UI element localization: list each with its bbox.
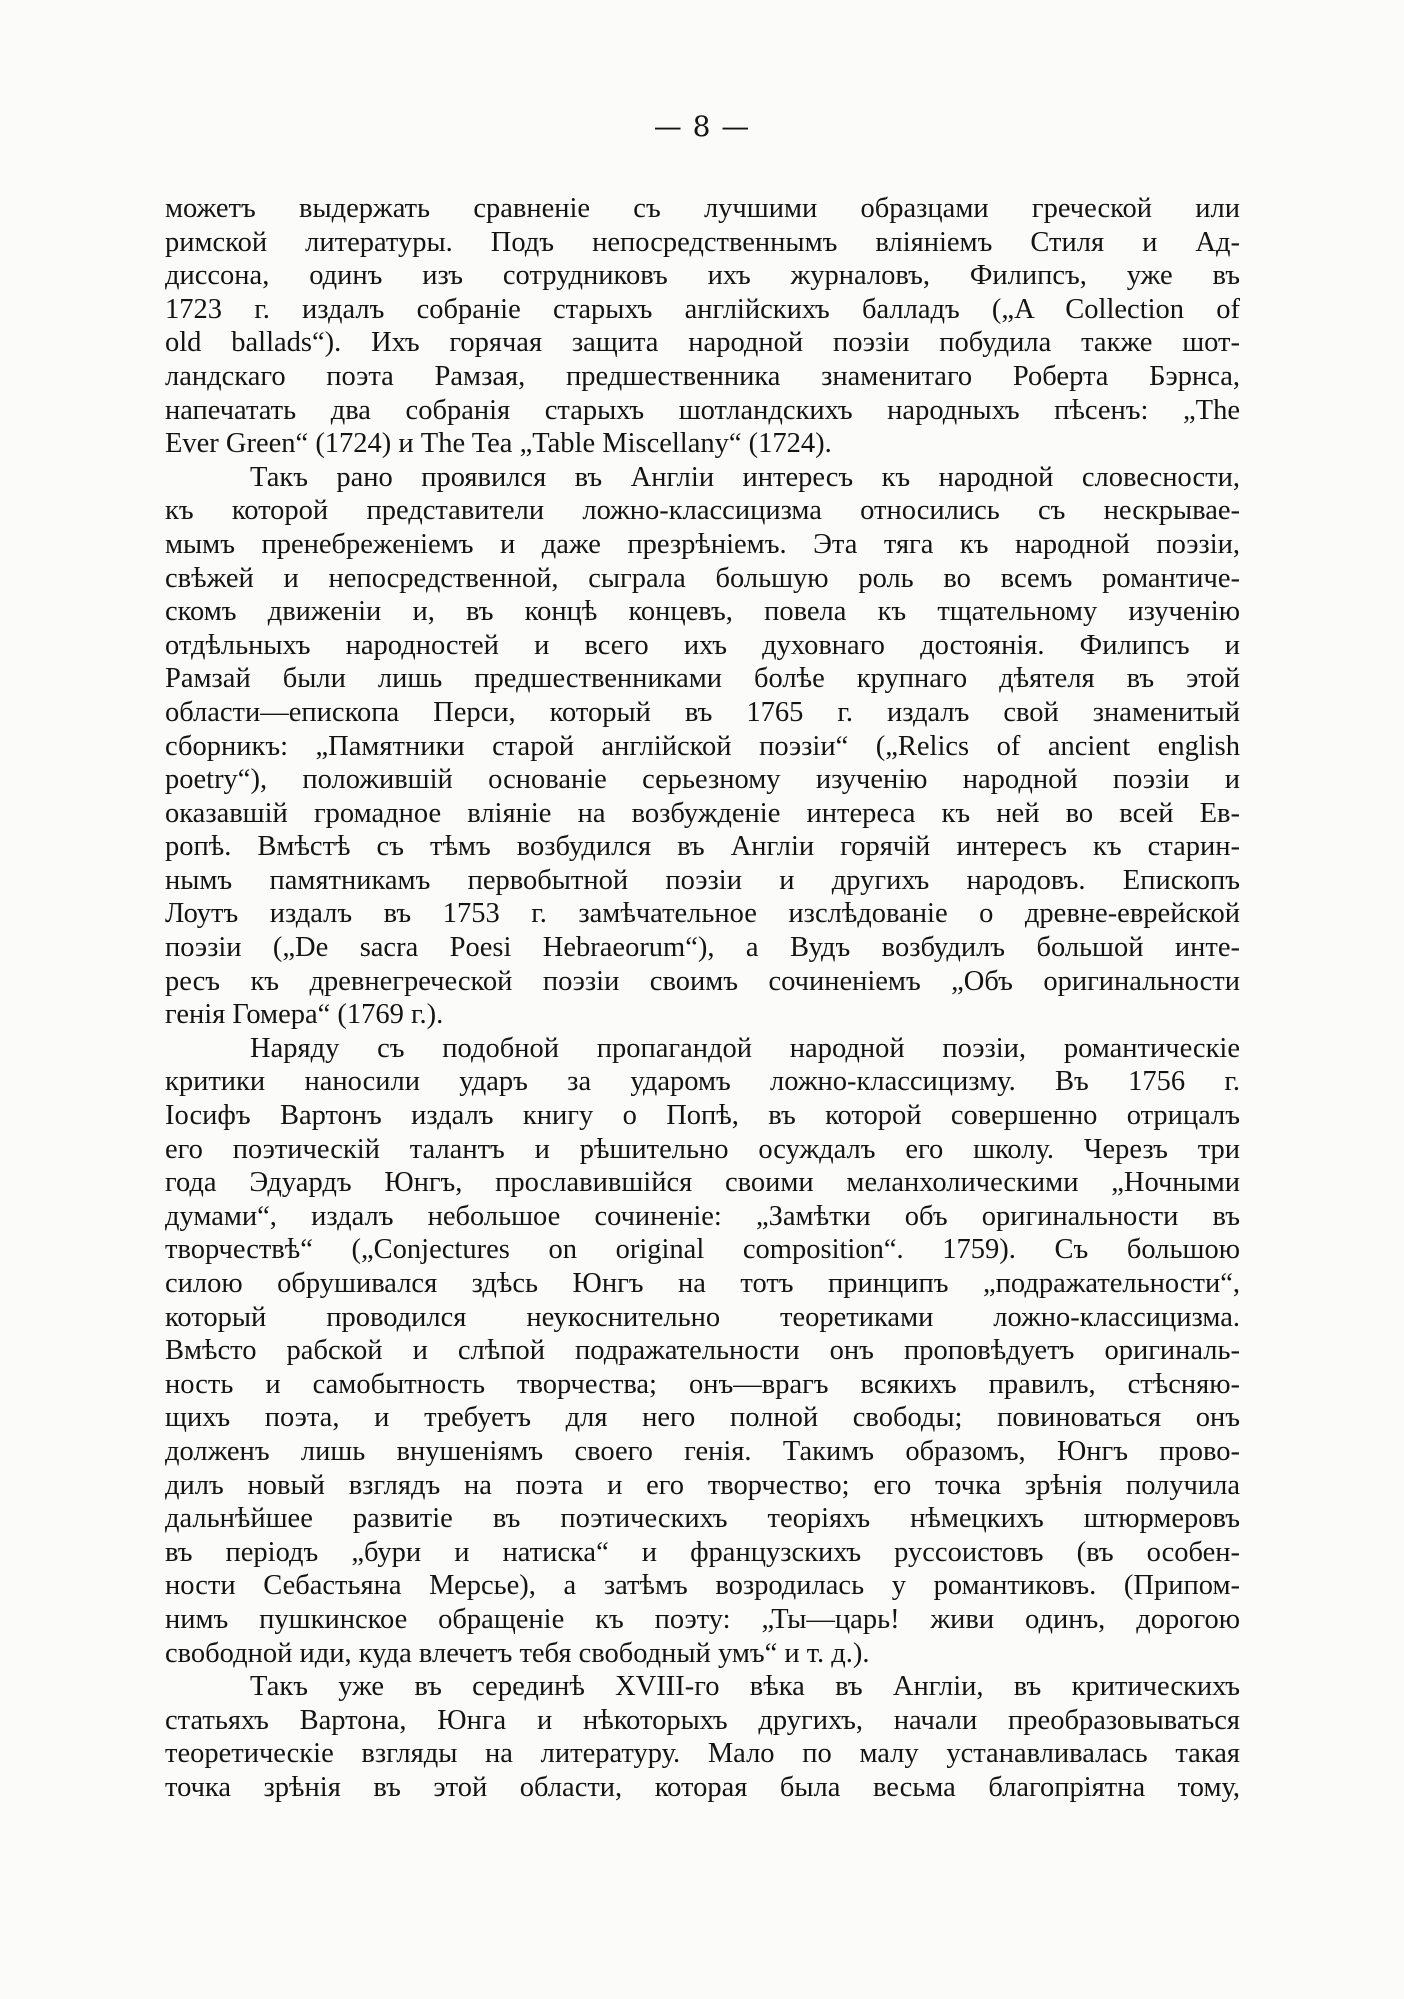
text-line: нымъ памятникамъ первобытной поэзіи и другихъ народовъ. Епископъ <box>165 864 1240 896</box>
text-line: ропѣ. Вмѣстѣ съ тѣмъ возбудился въ Англіи горячій интересъ къ старин- <box>165 831 1240 863</box>
text-line: щихъ поэта, и требуетъ для него полной свободы; повиноваться онъ <box>165 1402 1240 1434</box>
text-line: Рамзай были лишь предшественниками болѣе крупнаго дѣятеля въ этой <box>165 663 1240 695</box>
text-line: генія Гомера“ (1769 г.). <box>165 999 444 1031</box>
text-line: нимъ пушкинское обращеніе къ поэту: „Ты—царь! живи одинъ, дорогою <box>165 1603 1240 1635</box>
text-line: Наряду съ подобной пропагандой народной поэзіи, романтическіе <box>250 1032 1240 1064</box>
body-text <box>165 192 1240 1805</box>
text-line: old ballads“). Ихъ горячая защита народной поэзіи побудила также шот- <box>165 327 1240 359</box>
paragraph <box>165 461 1240 1032</box>
text-line: Такъ уже въ серединѣ XVIII-го вѣка въ Англіи, въ критическихъ <box>250 1671 1240 1703</box>
text-line: поэзіи („De sacra Poesi Hebraeorum“), а Вудъ возбудилъ большой инте- <box>165 932 1240 964</box>
text-line: скомъ движеніи и, въ концѣ концевъ, повела къ тщательному изученію <box>165 596 1240 628</box>
text-line: Іосифъ Вартонъ издалъ книгу о Попѣ, въ которой совершенно отрицалъ <box>165 1100 1240 1132</box>
text-line: Вмѣсто рабской и слѣпой подражательности онъ проповѣдуетъ оригиналь- <box>165 1335 1240 1367</box>
text-line: года Эдуардъ Юнгъ, прославившійся своими меланхолическими „Ночными <box>165 1167 1240 1199</box>
text-line: свободной иди, куда влечетъ тебя свободный умъ“ и т. д.). <box>165 1637 870 1669</box>
text-line: критики наносили ударъ за ударомъ ложно-классицизму. Въ 1756 г. <box>165 1066 1240 1098</box>
text-line: оказавшій громадное вліяніе на возбужденіе интереса къ ней во всей Ев- <box>165 797 1240 829</box>
paragraph <box>165 192 1240 461</box>
text-line: теоретическіе взгляды на литературу. Мало по малу устанавливалась такая <box>165 1738 1240 1770</box>
text-line: статьяхъ Вартона, Юнга и нѣкоторыхъ другихъ, начали преобразовываться <box>165 1704 1240 1736</box>
text-line: его поэтическій талантъ и рѣшительно осуждалъ его школу. Черезъ три <box>165 1133 1240 1165</box>
paragraph <box>165 1670 1240 1804</box>
text-line: отдѣльныхъ народностей и всего ихъ духовнаго достоянія. Филипсъ и <box>165 629 1240 661</box>
text-line: Такъ рано проявился въ Англіи интересъ къ народной словесности, <box>250 461 1240 493</box>
text-line: Лоутъ издалъ въ 1753 г. замѣчательное изслѣдованіе о древне-еврейской <box>165 898 1240 930</box>
text-line: римской литературы. Подъ непосредственнымъ вліяніемъ Стиля и Ад- <box>165 226 1240 258</box>
text-line: дальнѣйшее развитіе въ поэтическихъ теоріяхъ нѣмецкихъ штюрмеровъ <box>165 1503 1240 1535</box>
text-line: точка зрѣнія въ этой области, которая была весьма благопріятна тому, <box>165 1771 1240 1803</box>
text-line: можетъ выдержать сравненіе съ лучшими образцами греческой или <box>165 193 1240 224</box>
text-line: ности Себастьяна Мерсье), а затѣмъ возродилась у романтиковъ. (Припом- <box>165 1570 1240 1602</box>
text-line: Ever Green“ (1724) и The Tea „Table Miscellany“ (1724). <box>165 428 832 460</box>
text-line: творчествѣ“ („Conjectures on original composition“. 1759). Съ большою <box>165 1234 1240 1266</box>
text-line: диссона, одинъ изъ сотрудниковъ ихъ журналовъ, Филипсъ, уже въ <box>165 260 1240 292</box>
text-line: долженъ лишь внушеніямъ своего генія. Такимъ образомъ, Юнгъ прово- <box>165 1435 1240 1467</box>
paragraph <box>165 1032 1240 1670</box>
text-line: poetry“), положившій основаніе серьезному изученію народной поэзіи и <box>165 764 1240 796</box>
text-line: дилъ новый взглядъ на поэта и его творчество; его точка зрѣнія получила <box>165 1469 1240 1501</box>
page-number: — 8 — <box>653 110 751 143</box>
text-line: который проводился неукоснительно теоретиками ложно-классицизма. <box>165 1301 1240 1333</box>
text-line: силою обрушивался здѣсь Юнгъ на тотъ принципъ „подражательности“, <box>165 1268 1240 1299</box>
text-line: сборникъ: „Памятники старой англійской поэзіи“ („Relics of ancient english <box>165 730 1240 762</box>
text-line: ресъ къ древнегреческой поэзіи своимъ сочиненіемъ „Объ оригинальности <box>165 965 1240 997</box>
text-line: въ періодъ „бури и натиска“ и французскихъ руссоистовъ (въ особен- <box>165 1536 1240 1568</box>
text-line: мымъ пренебреженіемъ и даже презрѣніемъ. Эта тяга къ народной поэзіи, <box>165 528 1240 560</box>
text-line: ландскаго поэта Рамзая, предшественника знаменитаго Роберта Бэрнса, <box>165 360 1240 392</box>
text-line: напечатать два собранія старыхъ шотландскихъ народныхъ пѣсенъ: „The <box>165 394 1240 426</box>
text-line: къ которой представители ложно-классицизма относились съ нескрывае- <box>165 495 1240 527</box>
text-line: думами“, издалъ небольшое сочиненіе: „Замѣтки объ оригинальности въ <box>165 1200 1240 1232</box>
text-line: области—епископа Перси, который въ 1765 г. издалъ свой знаменитый <box>165 696 1240 728</box>
text-line: свѣжей и непосредственной, сыграла большую роль во всемъ романтиче- <box>165 562 1240 594</box>
text-line: ность и самобытность творчества; онъ—врагъ всякихъ правилъ, стѣсняю- <box>165 1368 1240 1400</box>
text-line: 1723 г. издалъ собраніе старыхъ англійскихъ балладъ („A Collection of <box>165 293 1240 325</box>
